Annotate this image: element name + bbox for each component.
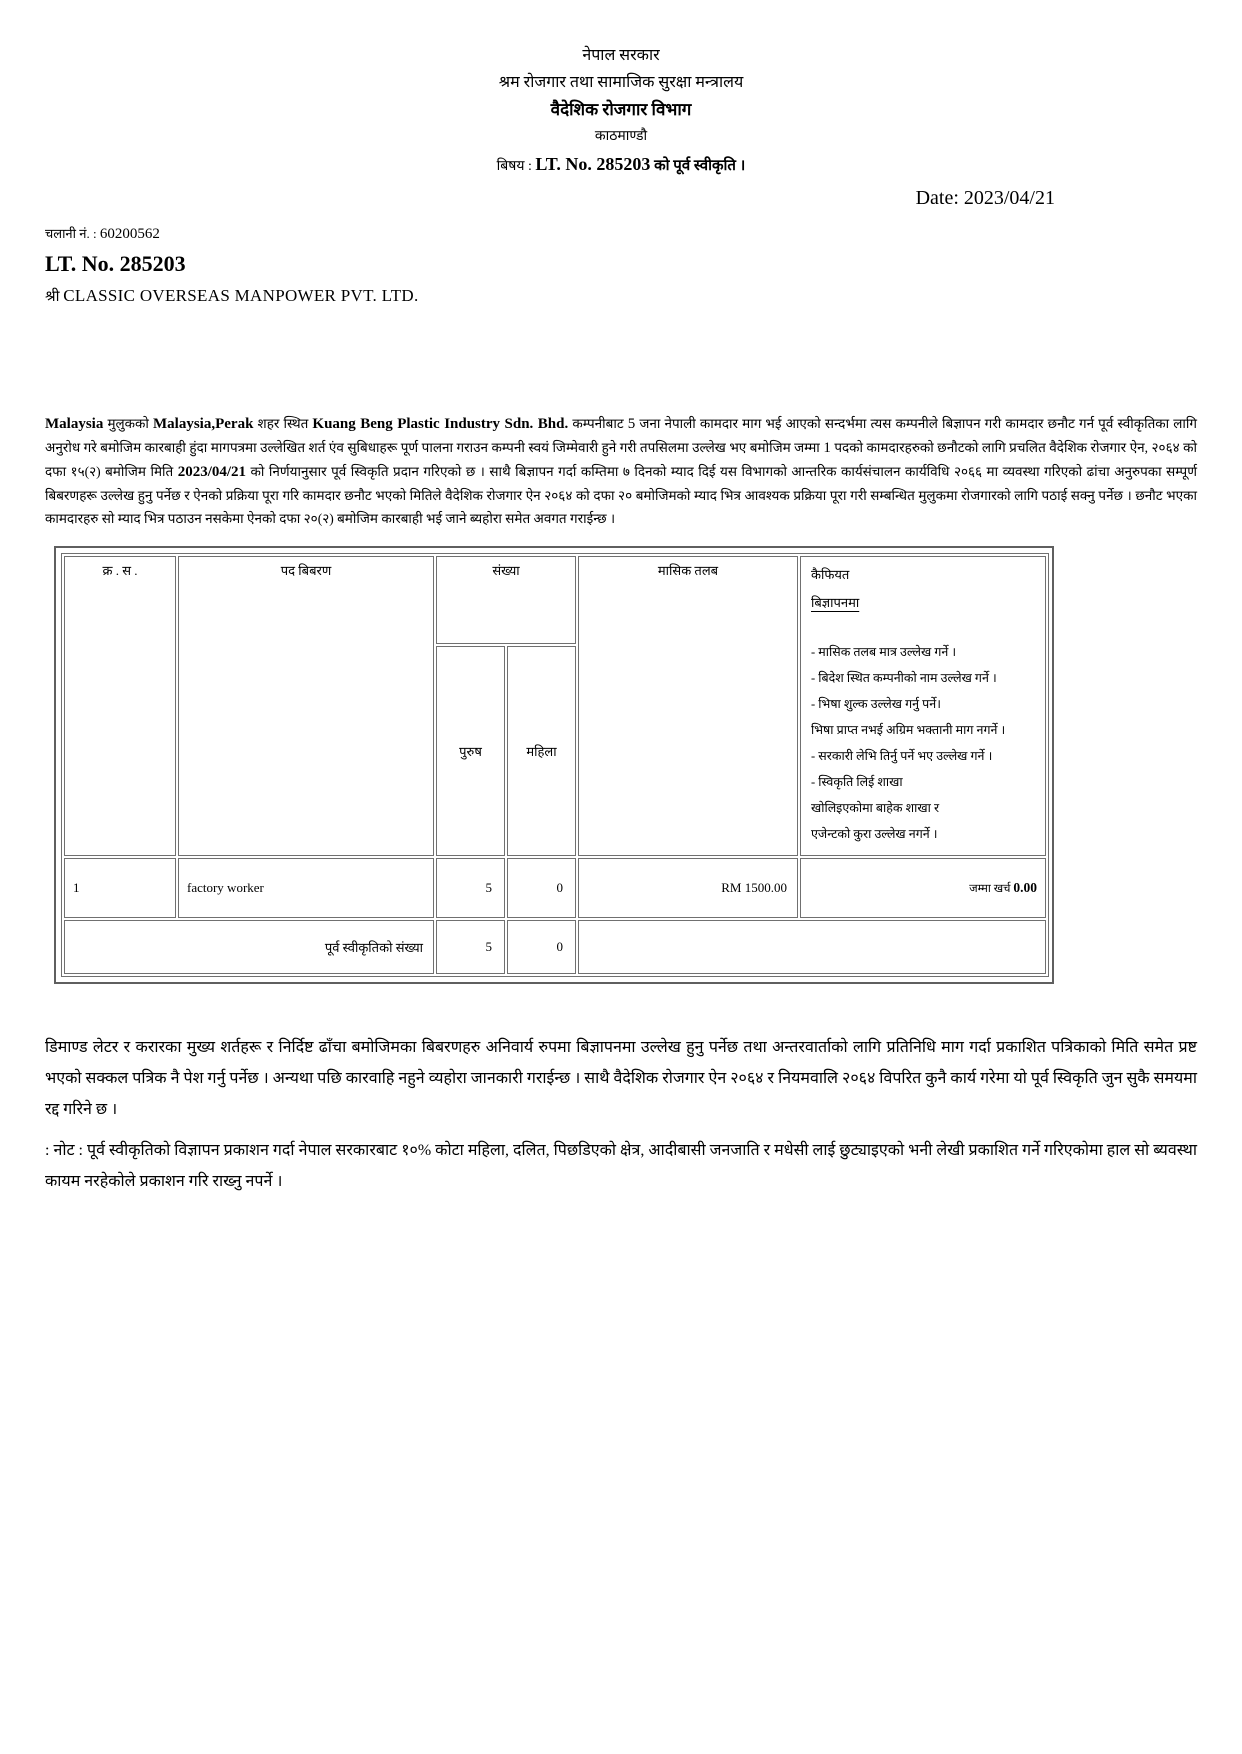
- worker-quota-table-frame: [54, 546, 1054, 984]
- ministry-name: श्रम रोजगार तथा सामाजिक सुरक्षा मन्त्रालय: [498, 74, 744, 91]
- subject-suffix: को पूर्व स्वीकृति ।: [650, 158, 746, 174]
- table-row: [64, 858, 1046, 918]
- closing-paragraph: डिमाण्ड लेटर र करारका मुख्य शर्तहरू र निर्दिष्ट ढाँचा बमोजिमका बिबरणहरु अनिवार्य रुपमा बिज्ञापनमा उल्लेख हुनु पर्नेछ तथा अन्तरवार्ताको लागि प्रतिनिधि माग गर्दा प्रकाशित पत्रिकाको मिति समेत प्रष्ट भएको सक्कल पत्रिक नै पेश गर्नु पर्नेछ । अन्यथा पछि कारवाहि नहुने व्यहोरा जानकारी गराईन्छ । साथै वैदेशिक रोजगार ऐन २०६४ र नियमवालि २०६४ विपरित कुनै कार्य गरेमा यो पूर्व स्विकृति जुन सुकै समयमा रद्द गरिने छ ।: [45, 1039, 1197, 1118]
- note-line: एजेन्टको कुरा उल्लेख नगर्ने ।: [811, 827, 938, 841]
- note-line: - बिदेश स्थित कम्पनीको नाम उल्लेख गर्ने ।: [811, 671, 997, 685]
- note-line: - मासिक तलब मात्र उल्लेख गर्ने ।: [811, 645, 957, 659]
- city-name: काठमाण्डौ: [594, 129, 648, 144]
- remarks-header: कैफियत: [811, 567, 850, 582]
- worker-quota-table: [61, 553, 1049, 977]
- subject-lt-number: LT. No. 285203: [535, 154, 651, 174]
- total-cost-label: जम्मा खर्च: [969, 883, 1014, 895]
- lt-number-heading: LT. No. 285203: [45, 251, 186, 276]
- subject-prefix: बिषय :: [496, 159, 536, 174]
- prior-approval-female-cell: 0: [507, 920, 576, 974]
- company-name: CLASSIC OVERSEAS MANPOWER PVT. LTD.: [63, 286, 419, 305]
- position-cell: factory worker: [178, 858, 434, 918]
- chalani-value: 60200562: [99, 226, 160, 242]
- male-count-cell: 5: [436, 858, 505, 918]
- subject-line: [45, 150, 1197, 181]
- prior-approval-label: पूर्व स्वीकृतिको संख्या: [64, 920, 434, 974]
- female-count-cell: 0: [507, 858, 576, 918]
- note-line: - सरकारी लेभि तिर्नु पर्ने भए उल्लेख गर्ने ।: [811, 749, 993, 763]
- approval-paragraph: Malaysia मुलुकको Malaysia,Perak शहर स्थित Kuang Beng Plastic Industry Sdn. Bhd. कम्पनीबाट 5 जना नेपाली कामदार माग भई आएको सन्दर्भमा त्यस कम्पनीले बिज्ञापन गरी कामदार छनौट गर्न पूर्व स्वीकृतिका लागि अनुरोध गरे बमोजिम कारबाही हुंदा मागपत्रमा उल्लेखित शर्त एंव सुबिधाहरू पूर्ण पालना गराउन कम्पनी स्वयं जिम्मेवारी हुने गरी तपसिलमा उल्लेख भए बमोजिम जम्मा 1 पदको कामदारहरुको छनौटको लागि प्रचलित वैदेशिक रोजगार ऐन, २०६४ को दफा १५(२) बमोजिम मिति 2023/04/21 को निर्णयानुसार पूर्व स्विकृति प्रदान गरिएको छ । साथै बिज्ञापन गर्दा कम्तिमा ७ दिनको म्याद दिई यस विभागको आन्तरिक कार्यसंचालन कार्यविधि २०६६ मा व्यवस्था गरिएको ढांचा अनुरुपका सम्पूर्ण बिबरणहरू उल्लेख हुनु पर्नेछ र ऐनको प्रक्रिया पूरा गरि कामदार छनौट भएको मितिले वैदेशिक रोजगार ऐन २०६४ को दफा २० बमोजिमको म्याद भित्र आवश्यक प्रक्रिया पूरा गरी सम्बन्धित मुलुकमा रोजगारको लागि पठाई सक्नु पर्नेछ । छनौट भएका कामदारहरु सो म्याद भित्र पठाउन नसकेमा ऐनको दफा २०(२) बमोजिम कारबाही भई जाने ब्यहोरा समेत अवगत गराईन्छ ।: [45, 416, 1197, 526]
- honorific: श्री: [45, 289, 64, 305]
- note-line: - स्विकृति लिई शाखा: [811, 775, 903, 789]
- note-paragraph: : नोट : पूर्व स्वीकृतिको विज्ञापन प्रकाशन गर्दा नेपाल सरकारबाट १०% कोटा महिला, दलित, पिछडिएको क्षेत्र, आदीबासी जनजाति र मधेसी लाई छुट्याइएको भनी लेखी प्रकाशित गर्ने गरिएकोमा हाल सो ब्यवस्था कायम नरहेकोले प्रकाशन गरि राख्नु नपर्ने ।: [45, 1142, 1197, 1190]
- company-name-line: [45, 286, 1197, 306]
- sn-header: क्र . स .: [64, 556, 176, 856]
- salary-cell: RM 1500.00: [578, 858, 798, 918]
- position-header: पद बिबरण: [178, 556, 434, 856]
- salary-header: मासिक तलब: [578, 556, 798, 856]
- prior-approval-male-cell: 5: [436, 920, 505, 974]
- department-name: वैदेशिक रोजगार विभाग: [550, 100, 692, 119]
- prior-approval-count-row: [64, 920, 1046, 974]
- chalani-number-line: [45, 224, 1197, 243]
- quantity-header: संख्या: [436, 556, 576, 644]
- note-line: खोलिइएकोमा बाहेक शाखा र: [811, 801, 940, 815]
- female-header: महिला: [507, 646, 576, 856]
- note-line: - भिषा शुल्क उल्लेख गर्नु पर्ने।: [811, 697, 941, 711]
- government-title: नेपाल सरकार: [582, 47, 660, 64]
- footer-empty-cell: [578, 920, 1046, 974]
- chalani-label: चलानी नं. :: [45, 226, 100, 241]
- total-cost-value: 0.00: [1013, 880, 1037, 895]
- letterhead: [45, 42, 1197, 181]
- note-line: भिषा प्राप्त नभई अग्रिम भक्तानी माग नगर्ने ।: [811, 723, 1006, 737]
- sn-cell: 1: [64, 858, 176, 918]
- total-cost-cell: [800, 858, 1046, 918]
- remarks-header-cell: [800, 556, 1046, 856]
- advert-note-title: बिज्ञापनमा: [811, 595, 860, 610]
- date-label: Date: 2023/04/21: [915, 187, 1055, 209]
- male-header: पुरुष: [436, 646, 505, 856]
